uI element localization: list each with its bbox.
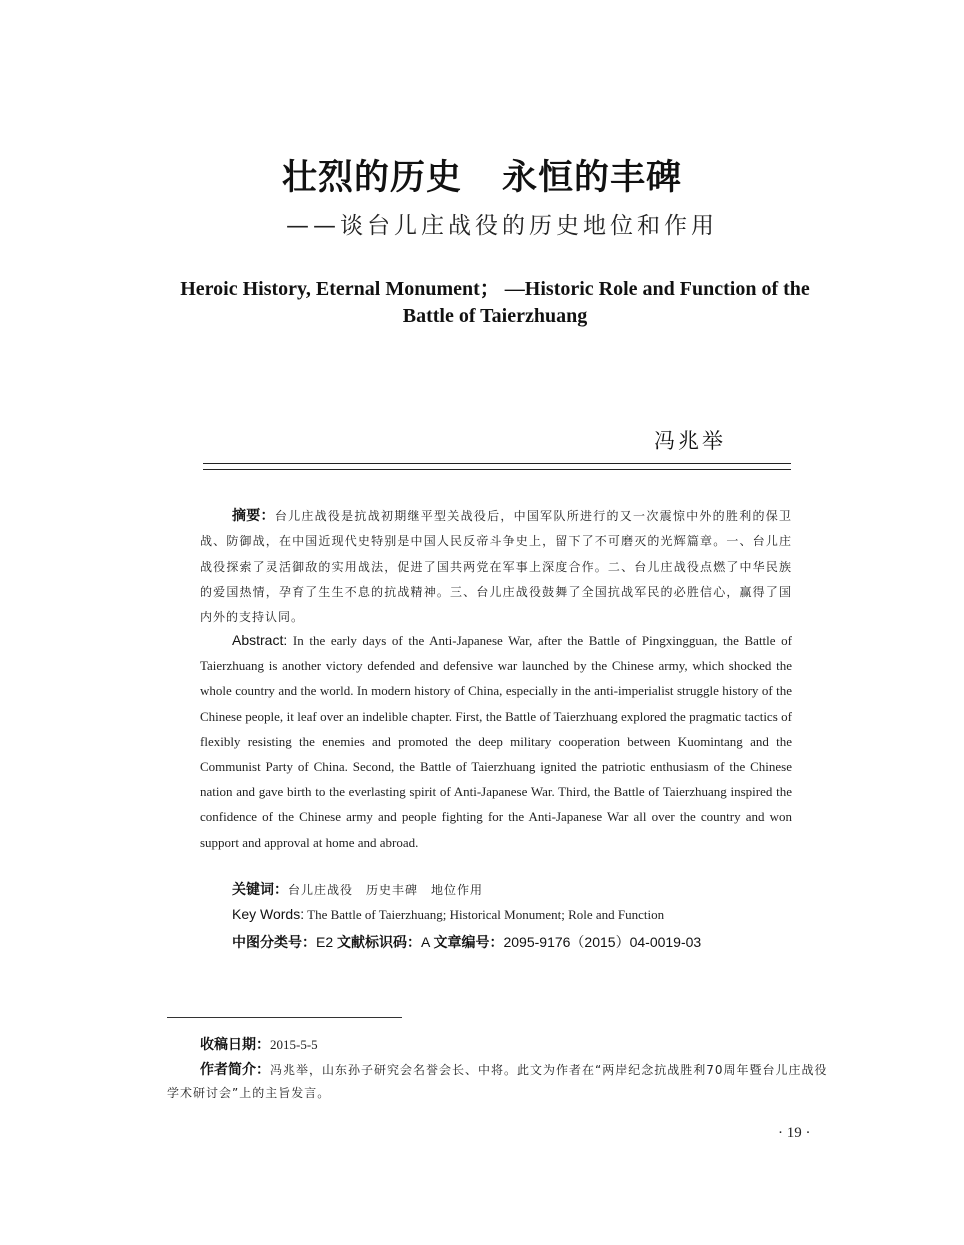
abstract-cn-label: 摘要： — [232, 507, 275, 523]
clc-label: 中图分类号： — [232, 934, 316, 950]
header-divider-bottom — [203, 469, 791, 470]
keywords-cn-label: 关键词： — [232, 881, 288, 897]
article-no-value: 2095-9176（2015）04-0019-03 — [503, 934, 702, 950]
author-bio — [167, 1058, 829, 1105]
author-bio-label: 作者简介： — [200, 1061, 270, 1077]
received-date — [200, 1034, 318, 1054]
chinese-abstract — [200, 503, 792, 630]
article-no-label: 文章编号： — [433, 934, 504, 950]
abstract-en-text: In the early days of the Anti-Japanese War, after the Battle of Pingxingguan, the Battle of Taierzhuang is another victory defended and defensive war launched by the Chinese army, which shocked the whole country and the world. In modern history of China, especially in the anti-imperialist struggle history of the Chinese people, it leaf over an indelible chapter. First, the Battle of Taierzhuang explored the pragmatic tactics of flexibly resisting the enemies and promoted the deep military cooperation between Kuomintang and the Communist Party of China. Second, the Battle of Taierzhuang ignited the patriotic enthusiasm of the Chinese nation and gave birth to the everlasting spirit of Anti-Japanese War. Third, the Battle of Taierzhuang inspired the confidence of the Chinese army and people fighting for the Anti-Japanese War all over the country and won support and approval at home and abroad. — [200, 633, 792, 850]
author-bio-text: 冯兆举，山东孙子研究会名誉会长、中将。此文为作者在“两岸纪念抗战胜利70周年暨台儿庄战役学术研讨会”上的主旨发言。 — [167, 1063, 828, 1100]
footnote-divider — [167, 1017, 402, 1018]
header-divider-top — [203, 463, 791, 464]
english-title: Heroic History, Eternal Monument； —Historic Role and Function of the Battle of Taierzhuang — [180, 278, 810, 327]
abstract-cn-text: 台儿庄战役是抗战初期继平型关战役后，中国军队所进行的又一次震惊中外的胜利的保卫战、防御战，在中国近现代史特别是中国人民反帝斗争史上，留下了不可磨灭的光辉篇章。一、台儿庄战役探索了灵活御敌的实用战法，促进了国共两党在军事上深度合作。二、台儿庄战役点燃了中华民族的爱国热情，孕育了生生不息的抗战精神。三、台儿庄战役鼓舞了全国抗战军民的必胜信心，赢得了国内外的支持认同。 — [200, 509, 792, 625]
author-name: 冯兆举 — [654, 429, 726, 453]
doc-code-label: 文献标识码： — [337, 934, 422, 950]
keywords-cn-text: 台儿庄战役 历史丰碑 地位作用 — [288, 883, 484, 897]
title-part-1: 壮烈的历史 — [281, 157, 462, 198]
classification-line — [232, 932, 701, 952]
received-value: 2015-5-5 — [270, 1037, 318, 1052]
page-number: · 19 · — [778, 1125, 811, 1141]
abstract-en-label: Abstract: — [232, 632, 288, 648]
title-part-2: 永恒的丰碑 — [502, 157, 683, 198]
keywords-en-text: The Battle of Taierzhuang; Historical Monument; Role and Function — [307, 907, 665, 922]
english-keywords — [232, 906, 664, 923]
clc-value: E2 — [316, 934, 334, 950]
english-abstract — [200, 628, 792, 855]
chinese-subtitle: ——谈台儿庄战役的历史地位和作用 — [286, 213, 718, 239]
received-label: 收稿日期： — [200, 1036, 270, 1052]
chinese-title — [0, 150, 964, 200]
chinese-keywords — [232, 879, 483, 899]
doc-code-value: A — [421, 934, 430, 950]
keywords-en-label: Key Words: — [232, 906, 305, 922]
